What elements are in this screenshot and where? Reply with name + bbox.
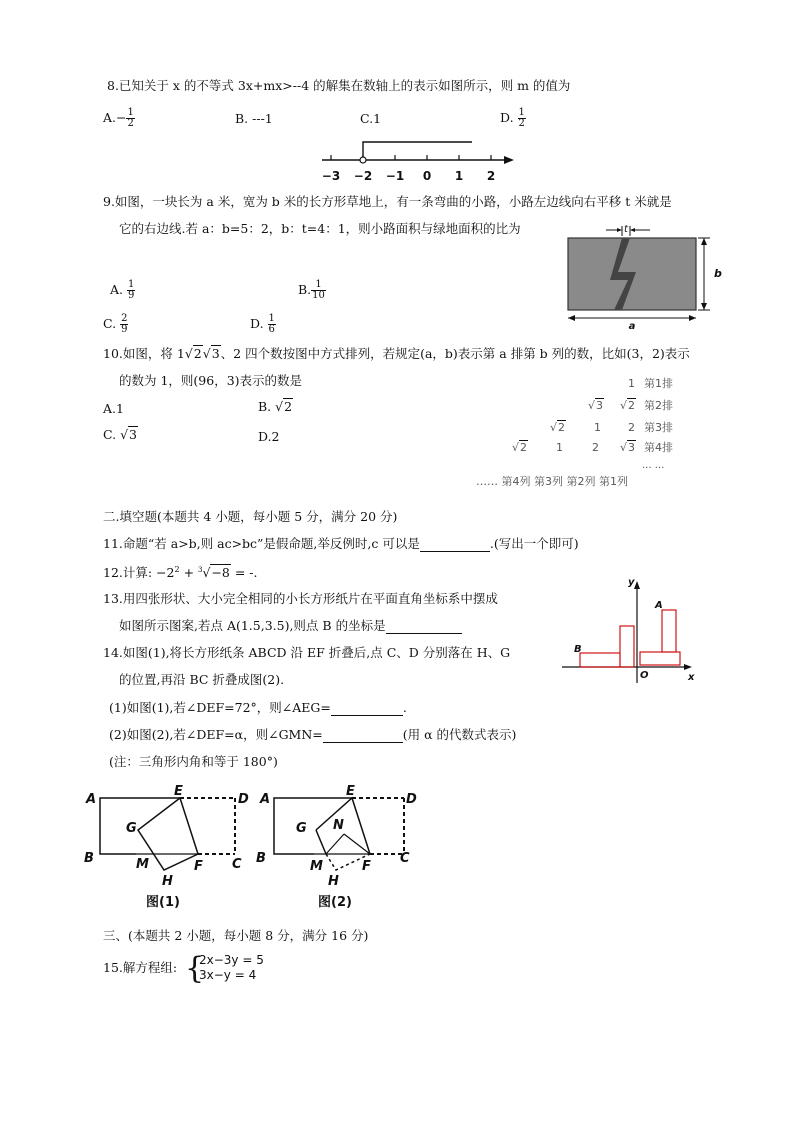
svg-text:C: C (232, 857, 242, 872)
svg-text:D: D (238, 792, 249, 807)
label-b: b (714, 267, 722, 280)
q10-option-d: D.2 (258, 429, 280, 444)
figure-1 (84, 784, 249, 910)
q14-sub1: (1)如图(1),若∠DEF=72°，则∠AEG= . (109, 700, 407, 715)
fraction: $\frac{1}{6}$ (268, 313, 275, 335)
tick-label: −1 (385, 169, 405, 183)
axis-y-label: y (628, 577, 635, 588)
number-arrangement-figure: 1 第1排 √3 √2 第2排 √2 1 2 第3排 √2 1 2 √3 第4排 ... ... …… 第4列 第3列 第2列 第1列 (476, 377, 673, 488)
label-t: t (624, 224, 628, 235)
q9-option-a: A. $\frac{1}{9}$ (110, 279, 135, 301)
q8-option-d: D. $\frac{1}{2}$ (500, 107, 525, 129)
number-line-figure (318, 136, 518, 184)
arrow-icon (504, 156, 514, 164)
rectangle-4 (662, 610, 676, 652)
label-a: a (628, 321, 636, 332)
rectangle-3 (640, 652, 680, 665)
fraction: $\frac{2}{9}$ (121, 313, 128, 335)
svg-text:M: M (136, 857, 149, 872)
equation-2: 3x−y = 4 (199, 968, 257, 982)
svg-text:E: E (346, 784, 355, 799)
svg-text:B: B (256, 851, 266, 866)
tick-label: 2 (486, 169, 496, 183)
q9-option-b: B. $\frac{1}{10}$ (298, 279, 325, 301)
svg-text:F: F (194, 859, 203, 874)
folding-figures (80, 784, 430, 914)
q10-line1: 10.如图，将 1√2√3、2 四个数按图中方式排列，若规定(a，b)表示第 a 排第 b 列的数，比如(3，2)表示 (103, 346, 690, 361)
q12: 12.计算: $-2^2 + ^3√-8$ = -. (103, 565, 258, 581)
rectangle-2 (620, 626, 634, 667)
solution-ray (363, 142, 472, 157)
answer-blank (323, 730, 403, 743)
svg-text:B: B (84, 851, 94, 866)
point-b-label: B (574, 644, 582, 655)
tick-label: 1 (454, 169, 464, 183)
coordinate-rectangles-figure (560, 575, 700, 687)
open-circle (360, 157, 366, 163)
q10-option-a: A.1 (103, 401, 124, 416)
lawn-path-figure (562, 220, 724, 332)
svg-text:A: A (86, 792, 97, 807)
svg-text:G: G (126, 821, 137, 836)
q14-note: (注：三角形内角和等于 180°) (109, 754, 278, 769)
q8-option-b: B. ---1 (235, 111, 273, 126)
q13-line1: 13.用四张形状、大小完全相同的小长方形纸片在平面直角坐标系中摆成 (103, 591, 498, 606)
origin-label: O (640, 670, 649, 681)
svg-text:F: F (362, 859, 371, 874)
tick-label: −2 (353, 169, 373, 183)
q14-line2: 的位置,再沿 BC 折叠成图(2). (119, 672, 285, 687)
answer-blank (331, 703, 403, 716)
fraction: $\frac{1}{9}$ (127, 279, 135, 301)
q8-option-c: C.1 (360, 111, 382, 126)
q8-stem: 8.已知关于 x 的不等式 3x+mx>--4 的解集在数轴上的表示如图所示，则 m 的值为 (107, 78, 571, 93)
svg-text:G: G (296, 821, 307, 836)
figure-2 (256, 784, 417, 910)
axis-x-label: x (688, 672, 695, 683)
q8-option-a: A.− $\frac{1}{2}$ (103, 107, 134, 129)
rectangle-1 (580, 653, 620, 667)
caption-figure-1: 图(1) (146, 895, 180, 910)
equation-1: 2x−3y = 5 (199, 953, 264, 967)
q9-line1: 9.如图，一块长为 a 米，宽为 b 米的长方形草地上，有一条弯曲的小路，小路左边线向右平移 t 米就是 (103, 194, 672, 209)
tick-label: −3 (321, 169, 341, 183)
point-a-label: A (655, 600, 663, 611)
svg-text:H: H (328, 874, 339, 889)
q14-line1: 14.如图(1),将长方形纸条 ABCD 沿 EF 折叠后,点 C、D 分别落在 H、G (103, 645, 511, 660)
svg-text:E: E (174, 784, 183, 799)
answer-blank (420, 539, 490, 552)
caption-figure-2: 图(2) (318, 895, 352, 910)
svg-text:H: H (162, 874, 173, 889)
q10-option-c: C. √3 (103, 427, 137, 442)
q9-line2: 它的右边线.若 a：b=5：2，b：t=4：1，则小路面积与绿地面积的比为 (119, 221, 521, 236)
q11: 11.命题“若 a>b,则 ac>bc”是假命题,举反例时,c 可以是 .(写出一个即可) (103, 536, 579, 551)
svg-text:M: M (310, 859, 323, 874)
svg-text:C: C (400, 851, 410, 866)
brace-icon: { (185, 951, 205, 986)
fraction: $\frac{1}{2}$ (518, 107, 525, 129)
tick-label: 0 (422, 169, 432, 183)
fraction: $\frac{1}{10}$ (312, 279, 325, 301)
section-2-heading: 二.填空题(本题共 4 小题，每小题 5 分，满分 20 分) (103, 509, 398, 524)
q10-line2: 的数为 1，则(96，3)表示的数是 (119, 373, 303, 388)
q9-option-c: C. $\frac{2}{9}$ (103, 313, 128, 335)
fraction: $\frac{1}{2}$ (127, 107, 134, 129)
svg-text:D: D (406, 792, 417, 807)
svg-text:N: N (333, 818, 344, 833)
svg-text:A: A (260, 792, 271, 807)
q10-option-b: B. √2 (258, 399, 293, 414)
q14-sub2: (2)如图(2),若∠DEF=α，则∠GMN= (用 α 的代数式表示) (109, 727, 517, 742)
q13-line2: 如图所示图案,若点 A(1.5,3.5),则点 B 的坐标是 (119, 618, 462, 634)
q9-option-d: D. $\frac{1}{6}$ (250, 313, 275, 335)
section-3-heading: 三、(本题共 2 小题，每小题 8 分，满分 16 分) (103, 928, 369, 943)
answer-blank (386, 621, 462, 634)
